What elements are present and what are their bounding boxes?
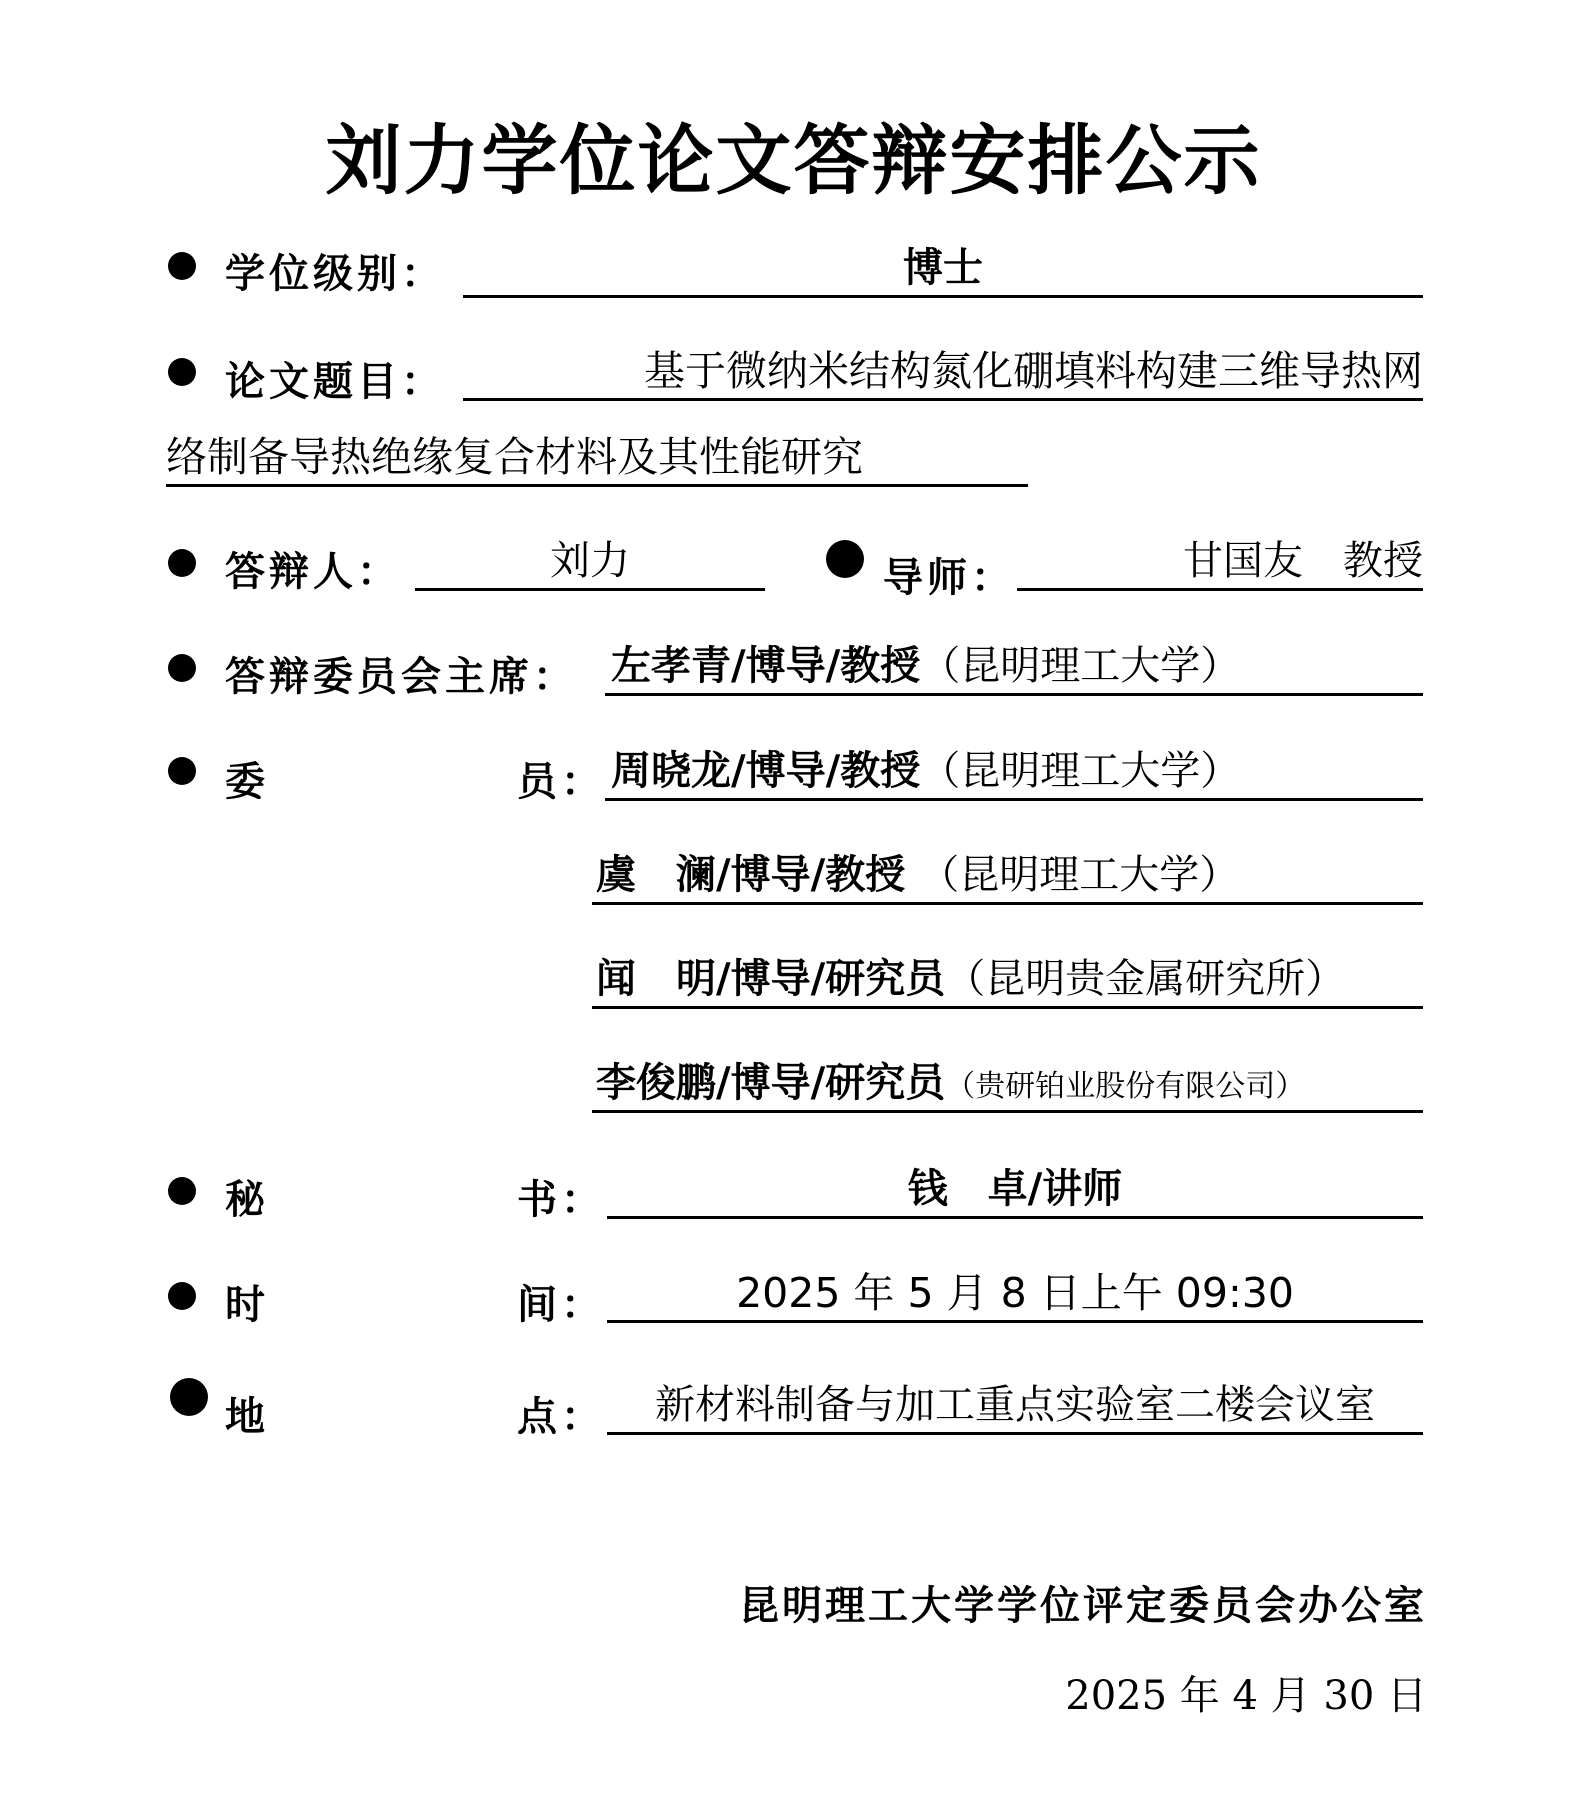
chair-label: 答辩委员会主席：	[225, 653, 577, 700]
member-org: （贵研铂业股份有限公司）	[945, 1069, 1306, 1104]
time-label-b: 间：	[517, 1281, 605, 1328]
member-row	[592, 956, 1423, 1009]
member-name: 虞 澜/博导/教授	[596, 851, 906, 898]
chair-name: 左孝青/博导/教授	[611, 642, 921, 689]
defender-label: 答辩人：	[225, 548, 401, 595]
member-name: 李俊鹏/博导/研究员	[596, 1059, 946, 1106]
place-label-b: 点：	[517, 1393, 605, 1440]
issue-date: 2025 年 4 月 30 日	[1065, 1673, 1427, 1719]
bullet-icon	[168, 1177, 196, 1205]
bullet-icon	[168, 1282, 196, 1310]
member-name: 闻 明/博导/研究员	[596, 955, 946, 1002]
advisor-value: 甘国友 教授	[1017, 538, 1423, 591]
member-row	[592, 852, 1423, 905]
member-org: （昆明理工大学）	[920, 748, 1241, 794]
bullet-icon	[168, 358, 196, 386]
thesis-title-line2: 络制备导热绝缘复合材料及其性能研究	[166, 434, 1028, 487]
degree-label: 学位级别：	[225, 250, 445, 297]
place-value: 新材料制备与加工重点实验室二楼会议室	[607, 1382, 1423, 1435]
thesis-label: 论文题目：	[225, 358, 445, 405]
chair-value	[605, 643, 1423, 696]
secretary-label-b: 书：	[517, 1176, 605, 1223]
page-title: 刘力学位论文答辩安排公示	[325, 116, 1262, 205]
time-value: 2025 年 5 月 8 日上午 09:30	[607, 1270, 1423, 1323]
advisor-label: 导师：	[883, 554, 1015, 601]
member-name: 周晓龙/博导/教授	[611, 747, 921, 794]
member-org: （昆明贵金属研究所）	[945, 956, 1346, 1002]
defender-value: 刘力	[415, 538, 765, 591]
time-label-a: 时	[225, 1281, 269, 1328]
bullet-icon	[168, 757, 196, 785]
bullet-icon	[168, 549, 196, 577]
bullet-icon	[168, 654, 196, 682]
bullet-icon	[170, 1378, 208, 1416]
degree-value: 博士	[463, 245, 1423, 298]
chair-org: （昆明理工大学）	[920, 643, 1241, 689]
member-row	[605, 748, 1423, 801]
bullet-icon	[168, 252, 196, 280]
bullet-icon	[826, 540, 864, 578]
member-org: （昆明理工大学）	[919, 852, 1240, 898]
members-label-a: 委	[225, 758, 269, 805]
thesis-title-line1: 基于微纳米结构氮化硼填料构建三维导热网	[463, 348, 1423, 401]
members-label-b: 员：	[517, 758, 605, 805]
secretary-label-a: 秘	[225, 1176, 269, 1223]
issuer: 昆明理工大学学位评定委员会办公室	[739, 1582, 1427, 1629]
place-label-a: 地	[225, 1393, 269, 1440]
secretary-value: 钱 卓/讲师	[607, 1166, 1423, 1219]
member-row	[592, 1060, 1423, 1113]
